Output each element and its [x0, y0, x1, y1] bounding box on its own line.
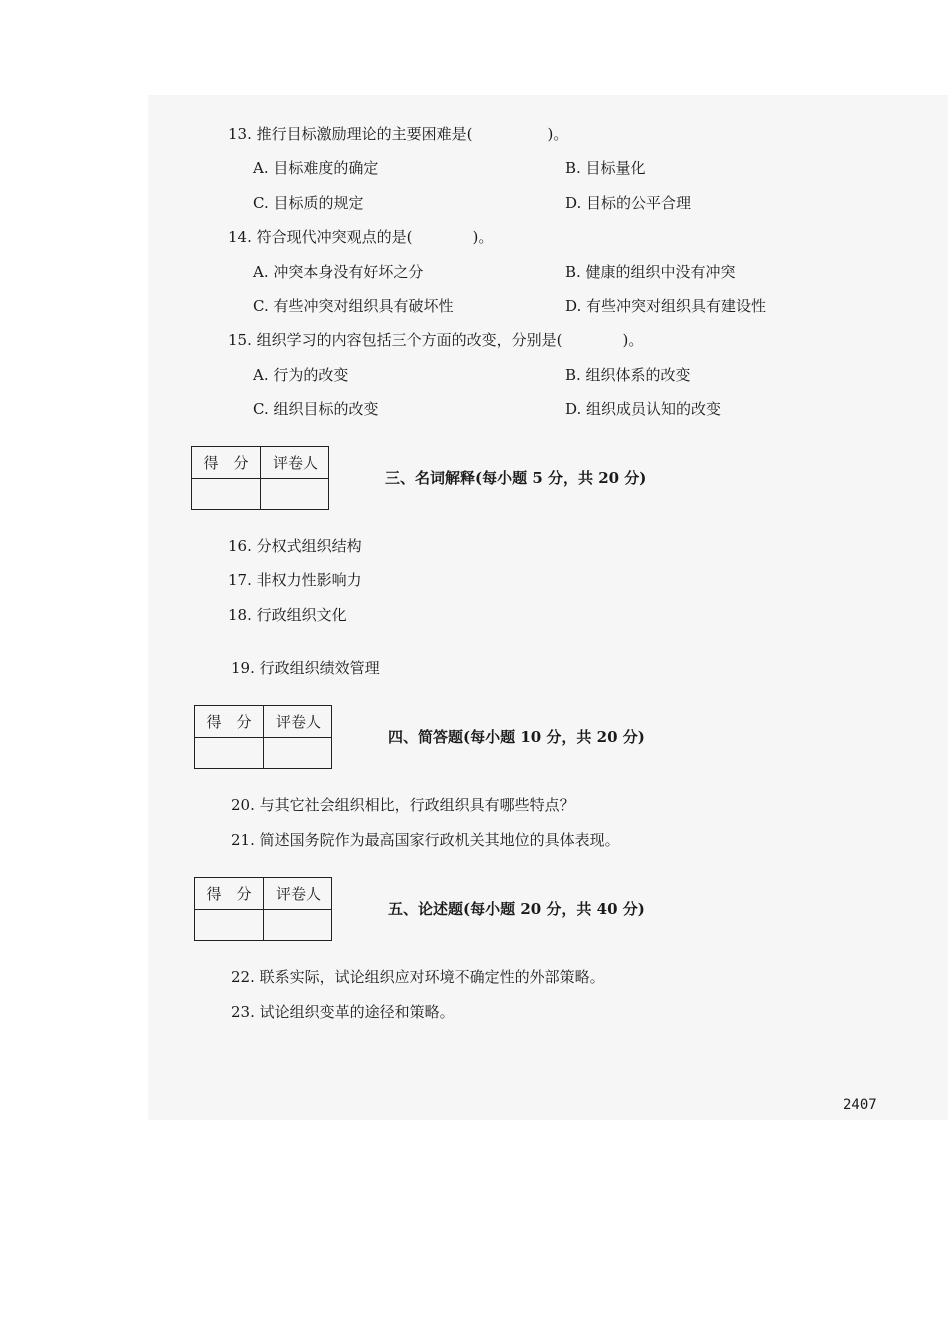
q13-option-b: B. 目标量化 — [565, 159, 646, 177]
question-21: 21. 简述国务院作为最高国家行政机关其地位的具体表现。 — [231, 831, 620, 849]
q13-option-d: D. 目标的公平合理 — [565, 194, 692, 212]
q14-option-a: A. 冲突本身没有好坏之分 — [253, 263, 424, 281]
question-19: 19. 行政组织绩效管理 — [231, 659, 380, 677]
question-16: 16. 分权式组织结构 — [228, 537, 362, 555]
score-box-section-4 — [194, 705, 332, 769]
score-box-section-5 — [194, 877, 332, 941]
q15-option-c: C. 组织目标的改变 — [253, 400, 379, 418]
question-15: 15. 组织学习的内容包括三个方面的改变，分别是( )。 — [228, 331, 644, 349]
q15-option-b: B. 组织体系的改变 — [565, 366, 691, 384]
q14-option-b: B. 健康的组织中没有冲突 — [565, 263, 736, 281]
question-14: 14. 符合现代冲突观点的是( )。 — [228, 228, 494, 246]
score-box-section-3 — [191, 446, 329, 510]
question-20: 20. 与其它社会组织相比，行政组织具有哪些特点？ — [231, 796, 575, 814]
score-label: 得 分 — [206, 713, 252, 731]
q13-option-c: C. 目标质的规定 — [253, 194, 364, 212]
question-17: 17. 非权力性影响力 — [228, 571, 362, 589]
q14-option-c: C. 有些冲突对组织具有破坏性 — [253, 297, 454, 315]
q13-option-a: A. 目标难度的确定 — [253, 159, 379, 177]
q14-option-d: D. 有些冲突对组织具有建设性 — [565, 297, 767, 315]
page-number: 2407 — [843, 1097, 877, 1113]
q15-option-a: A. 行为的改变 — [253, 366, 349, 384]
question-22: 22. 联系实际，试论组织应对环境不确定性的外部策略。 — [231, 968, 605, 986]
grader-label: 评卷人 — [272, 454, 318, 472]
grader-label: 评卷人 — [275, 885, 321, 903]
grader-label: 评卷人 — [275, 713, 321, 731]
section-3-title: 三、名词解释(每小题 5 分，共 20 分) — [385, 469, 647, 487]
section-4-title: 四、简答题(每小题 10 分，共 20 分) — [388, 728, 645, 746]
question-18: 18. 行政组织文化 — [228, 606, 347, 624]
score-label: 得 分 — [203, 454, 249, 472]
section-5-title: 五、论述题(每小题 20 分，共 40 分) — [388, 900, 645, 918]
score-label: 得 分 — [206, 885, 252, 903]
question-13: 13. 推行目标激励理论的主要困难是( )。 — [228, 125, 569, 143]
question-23: 23. 试论组织变革的途径和策略。 — [231, 1003, 455, 1021]
q15-option-d: D. 组织成员认知的改变 — [565, 400, 722, 418]
